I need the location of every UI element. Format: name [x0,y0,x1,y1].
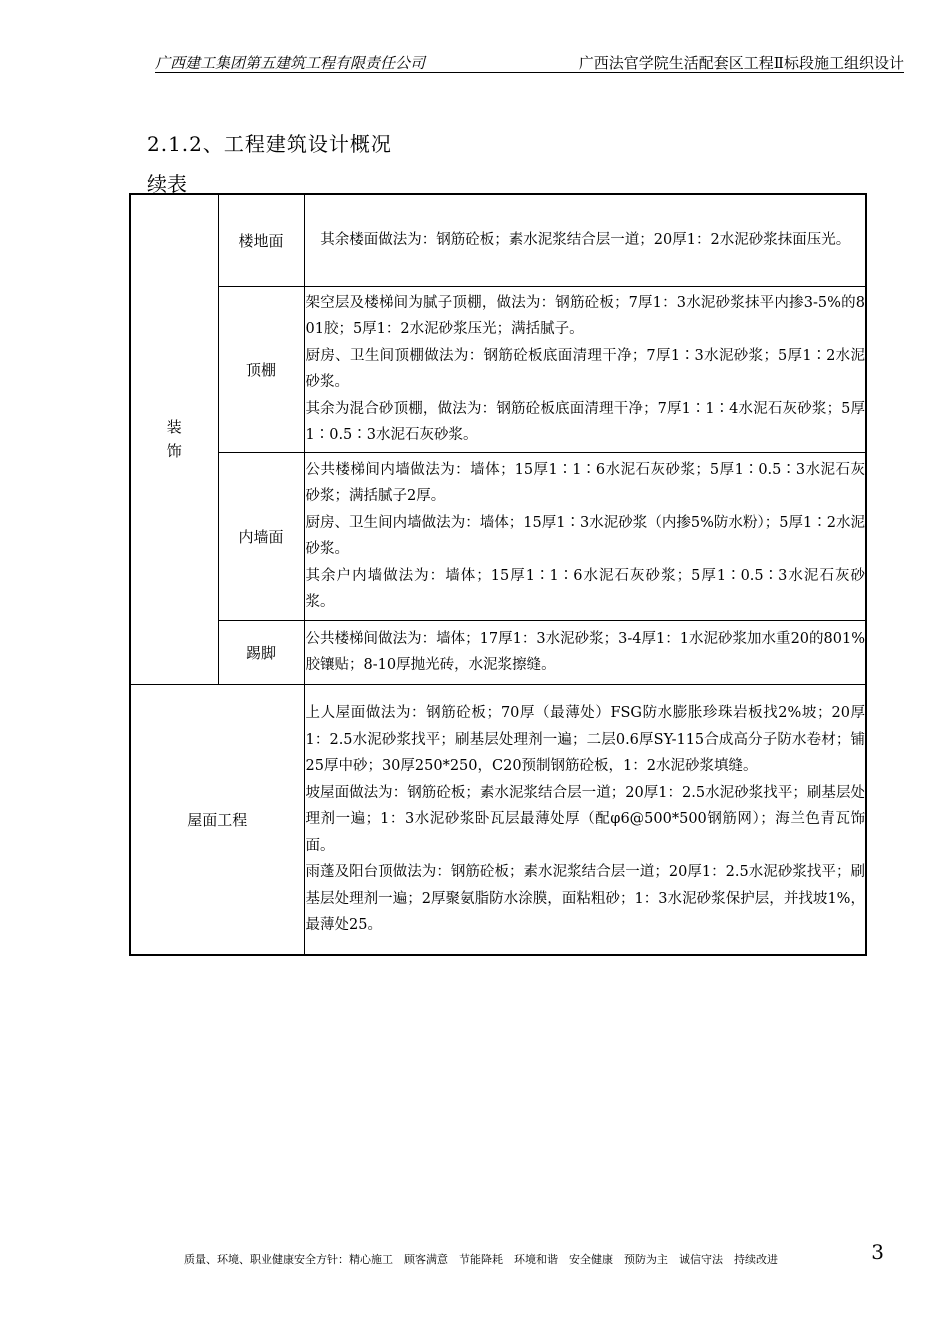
table-row-floor [130,194,866,286]
inner-wall-spec [304,452,866,620]
category-decoration: 装 饰 [130,194,218,684]
subcategory-floor: 楼地面 [218,194,304,286]
roof-spec-line: 上人屋面做法为：钢筋砼板；70厚（最薄处）FSG防水膨胀珍珠岩板找2%坡；20厚1：2.5水泥砂浆找平；刷基层处理剂一遍；二层0.6厚SY-115合成高分子防水卷材；铺25厚中砂；30厚250*250，C20预制钢筋砼板，1：2水泥砂浆填缝。 [305,705,865,774]
table-row-ceiling [130,286,866,452]
inner-wall-spec-line: 公共楼梯间内墙做法为：墙体；15厚1∶1∶6水泥石灰砂浆；5厚1∶0.5∶3水泥石灰砂浆；满括腻子2厚。 [305,461,865,504]
table-row-skirting [130,620,866,684]
floor-spec [304,194,866,286]
skirting-spec [304,620,866,684]
ceiling-spec [304,286,866,452]
roof-spec-line: 坡屋面做法为：钢筋砼板；素水泥浆结合层一道；20厚1：2.5水泥砂浆找平；刷基层处理剂一遍；1：3水泥砂浆卧瓦层最薄处厚（配φ6@500*500钢筋网）；海兰色青瓦饰面。 [305,784,865,854]
page-number: 3 [871,1240,884,1264]
subcategory-ceiling: 顶棚 [218,286,304,452]
project-title-suffix: 施工组织设计 [813,54,904,72]
project-title-prefix: 广西法官学院生活配套区工程Ⅱ标段 [578,54,814,72]
ceiling-spec-line: 其余为混合砂顶棚，做法为：钢筋砼板底面清理干净；7厚1∶1∶4水泥石灰砂浆；5厚1∶0.5∶3水泥石灰砂浆。 [305,400,865,443]
header-divider [155,72,904,73]
floor-spec-line: 其余楼面做法为：钢筋砼板；素水泥浆结合层一道；20厚1：2水泥砂浆抹面压光。 [320,232,851,248]
subcategory-skirting: 踢脚 [218,620,304,684]
design-overview-table [129,193,867,956]
company-name: 广西建工集团第五建筑工程有限责任公司 [155,54,426,72]
table-row-inner-wall [130,452,866,620]
category-roof: 屋面工程 [130,684,304,955]
quality-policy-footer: 质量、环境、职业健康安全方针：精心施工 顾客满意 节能降耗 环境和谐 安全健康 预防为主 诚信守法 持续改进 [184,1253,778,1266]
ceiling-spec-line: 架空层及楼梯间为腻子顶棚，做法为：钢筋砼板；7厚1：3水泥砂浆抹平内掺3-5%的801胶；5厚1：2水泥砂浆压光；满括腻子。 [305,294,865,337]
ceiling-spec-line: 厨房、卫生间顶棚做法为：钢筋砼板底面清理干净；7厚1∶3水泥砂浆；5厚1∶2水泥砂浆。 [305,347,865,390]
table-row-roof [130,684,866,955]
skirting-spec-line: 公共楼梯间做法为：墙体；17厚1：3水泥砂浆；3-4厚1：1水泥砂浆加水重20的801%胶镶贴；8-10厚抛光砖，水泥浆擦缝。 [305,630,865,673]
roof-spec [304,684,866,955]
project-title [579,52,904,73]
inner-wall-spec-line: 其余户内墙做法为：墙体；15厚1∶1∶6水泥石灰砂浆；5厚1∶0.5∶3水泥石灰砂浆。 [305,567,865,610]
inner-wall-spec-line: 厨房、卫生间内墙做法为：墙体；15厚1∶3水泥砂浆（内掺5%防水粉）；5厚1∶2水泥砂浆。 [305,514,865,557]
roof-spec-line: 雨蓬及阳台顶做法为：钢筋砼板；素水泥浆结合层一道；20厚1：2.5水泥砂浆找平；刷基层处理剂一遍；2厚聚氨脂防水涂膜，面粘粗砂；1：3水泥砂浆保护层，并找坡1%，最薄处25。 [305,864,865,933]
section-heading: 2.1.2、工程建筑设计概况 [147,132,392,156]
continued-table-label: 续表 [147,172,187,196]
subcategory-inner-wall: 内墙面 [218,452,304,620]
